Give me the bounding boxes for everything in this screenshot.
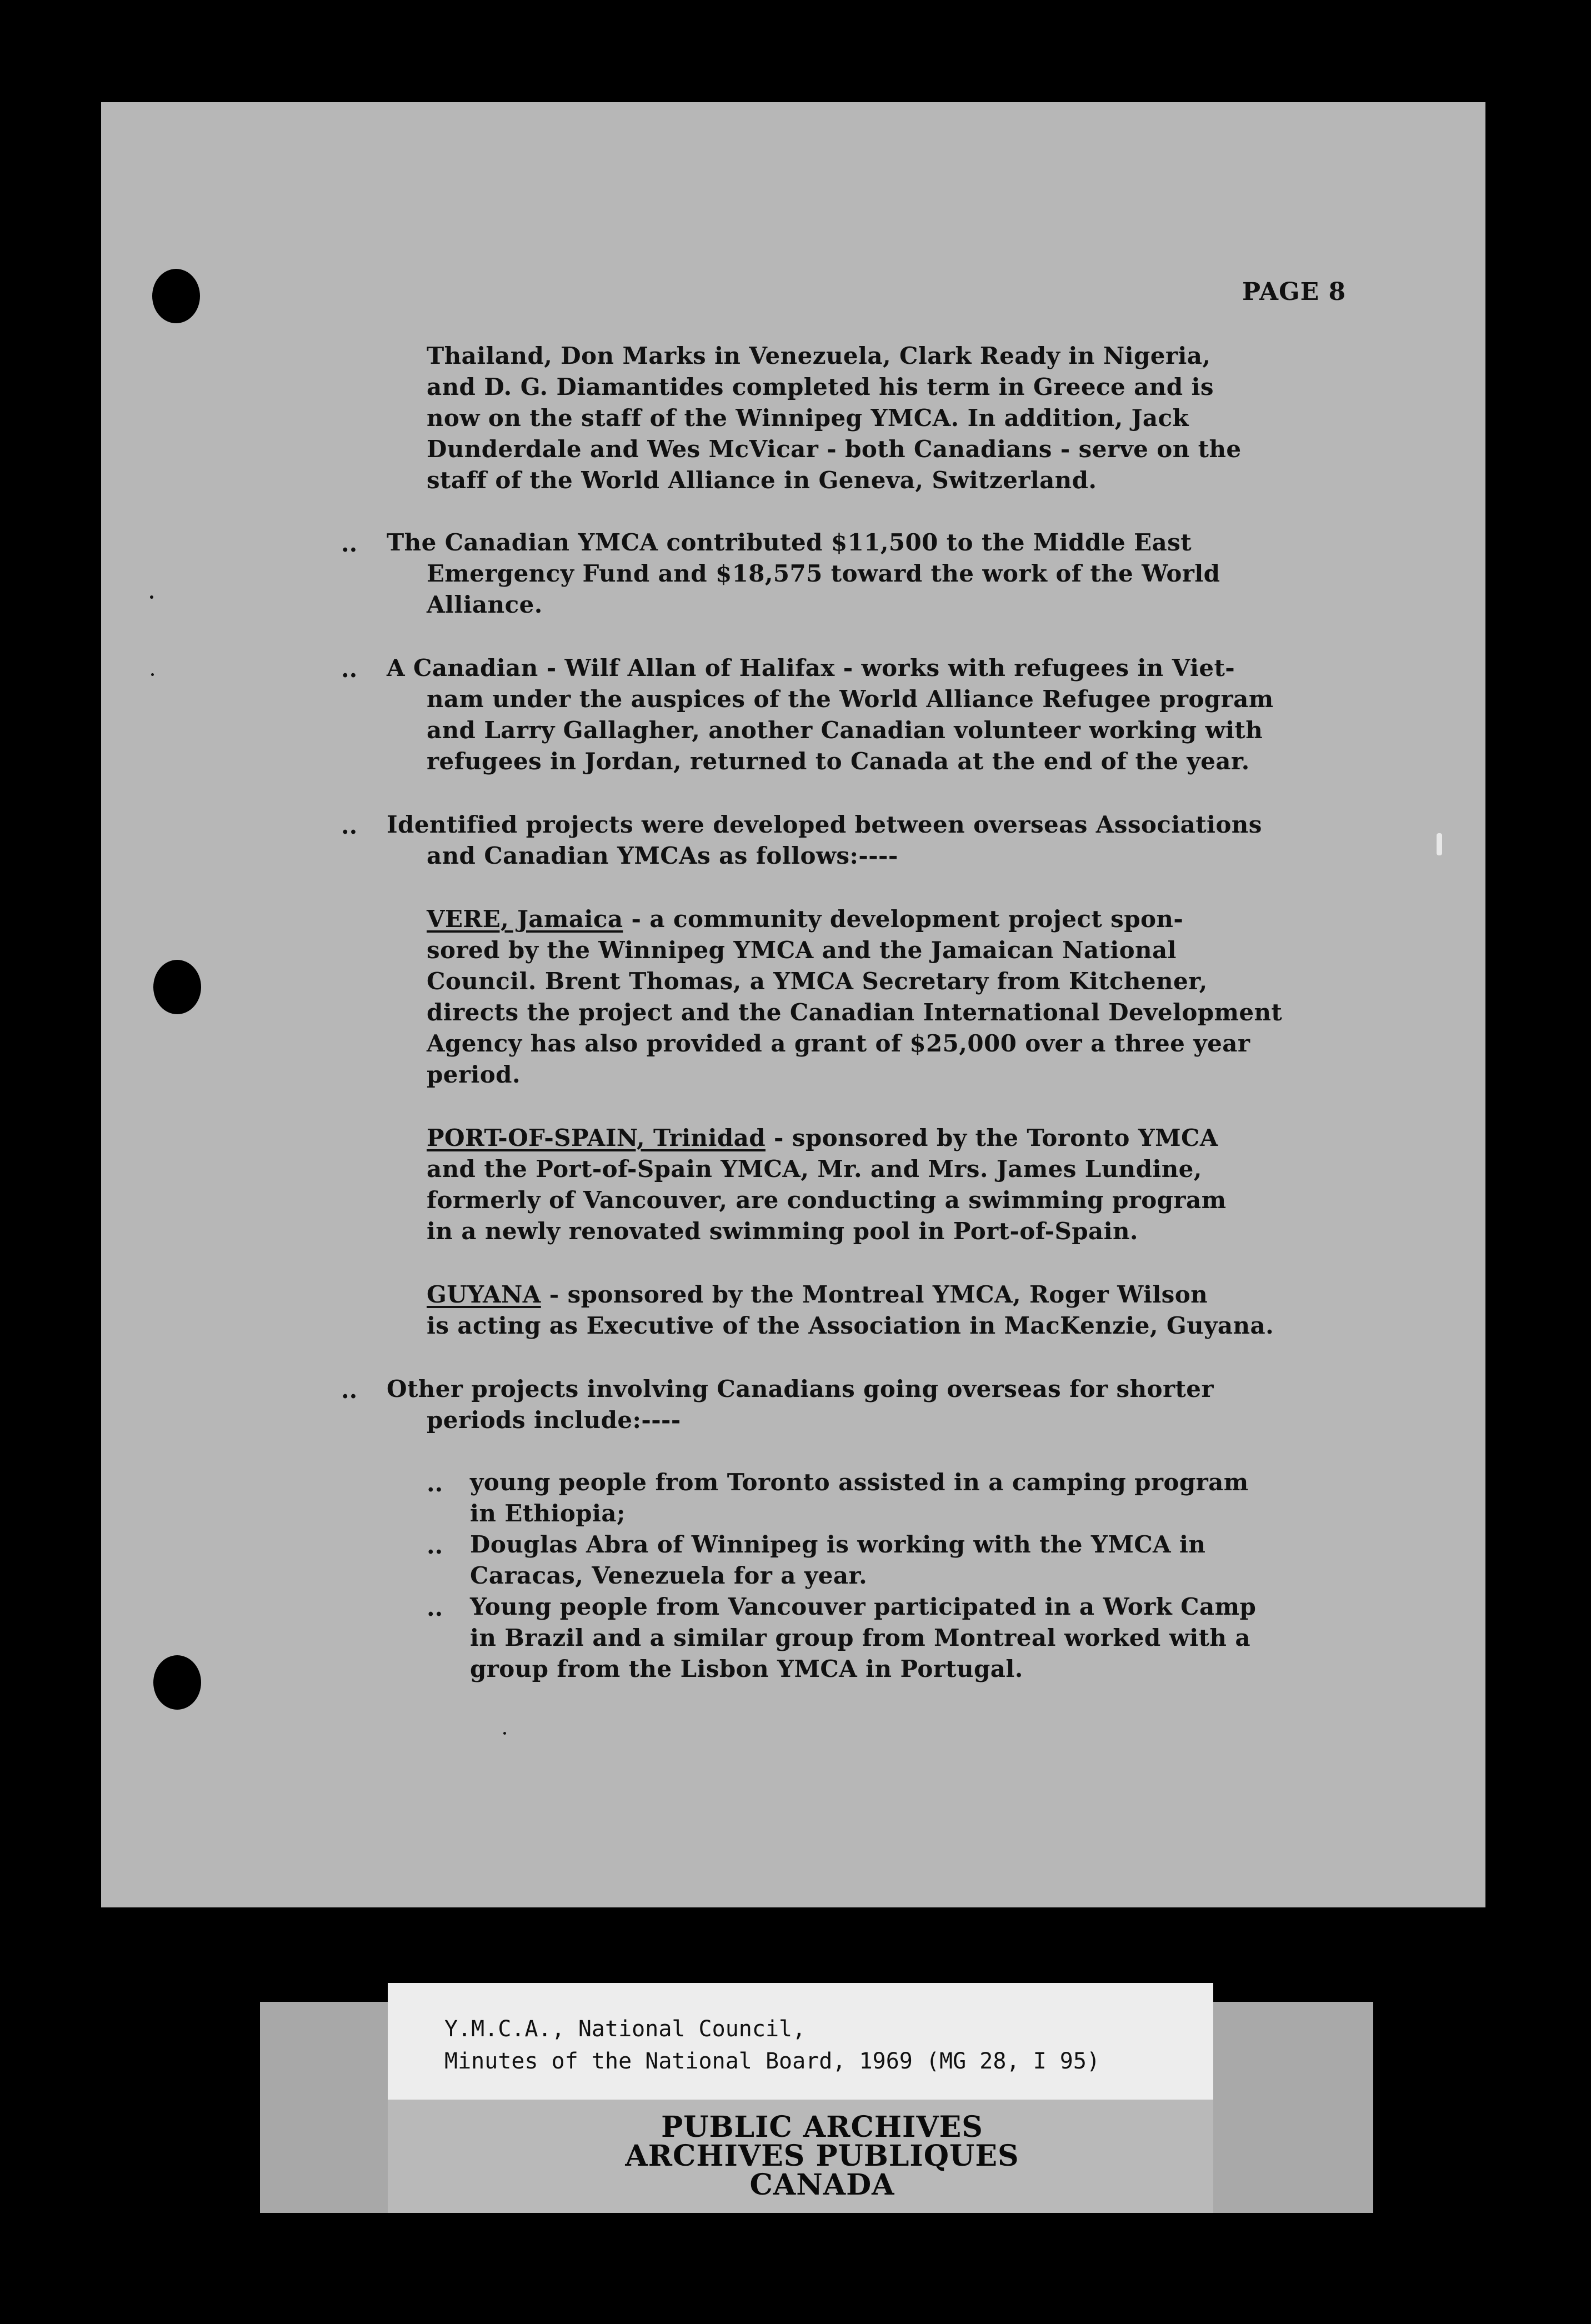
vere-line: directs the project and the Canadian International Development [427, 999, 1283, 1026]
sub-item-line: in Ethiopia; [470, 1500, 626, 1527]
vere-line: Agency has also provided a grant of $25,000 over a three year [427, 1030, 1250, 1057]
port-of-spain-line: and the Port-of-Spain YMCA, Mr. and Mrs. James Lundine, [427, 1155, 1202, 1183]
scan-speck [150, 595, 153, 599]
page-number: PAGE 8 [1242, 278, 1347, 306]
vere-first-line [427, 905, 1183, 933]
sub-item-line: young people from Toronto assisted in a camping program [470, 1469, 1249, 1496]
sub-bullet-marker: .. [427, 1470, 443, 1497]
scan-speck [503, 1732, 506, 1735]
intro-line: Thailand, Don Marks in Venezuela, Clark Ready in Nigeria, [427, 342, 1211, 369]
archives-stamp-line: CANADA [749, 2168, 895, 2202]
punch-hole-top [152, 269, 200, 323]
refugee-line: nam under the auspices of the World Alliance Refugee program [427, 685, 1274, 713]
other-line: Other projects involving Canadians going overseas for shorter [387, 1375, 1214, 1403]
bullet-marker: .. [341, 1376, 358, 1404]
bullet-marker: .. [341, 655, 358, 683]
port-of-spain-line: in a newly renovated swimming pool in Port-of-Spain. [427, 1218, 1138, 1245]
intro-line: Dunderdale and Wes McVicar - both Canadians - serve on the [427, 435, 1242, 463]
refugee-line: and Larry Gallagher, another Canadian volunteer working with [427, 717, 1263, 744]
sub-bullet-marker: .. [427, 1594, 443, 1621]
vere-line: sored by the Winnipeg YMCA and the Jamaican National [427, 936, 1177, 964]
sub-bullet-marker: .. [427, 1532, 443, 1559]
archives-stamp-line: PUBLIC ARCHIVES [661, 2110, 983, 2144]
sub-item-line: Young people from Vancouver participated in a Work Camp [470, 1593, 1257, 1620]
contribution-line: The Canadian YMCA contributed $11,500 to the Middle East [387, 529, 1192, 556]
archive-reference-line: Y.M.C.A., National Council, [444, 2016, 806, 2042]
sub-item-line: in Brazil and a similar group from Montreal worked with a [470, 1624, 1251, 1651]
sub-item-line: Caracas, Venezuela for a year. [470, 1562, 868, 1589]
guyana-line: is acting as Executive of the Association in MacKenzie, Guyana. [427, 1312, 1274, 1339]
guyana-heading: GUYANA [427, 1281, 541, 1308]
scan-mark [1437, 833, 1442, 855]
refugee-line: refugees in Jordan, returned to Canada at the end of the year. [427, 748, 1250, 775]
sub-item-line: group from the Lisbon YMCA in Portugal. [470, 1655, 1023, 1682]
punch-hole-bottom [153, 1655, 201, 1710]
refugee-line: A Canadian - Wilf Allan of Halifax - works with refugees in Viet- [387, 654, 1235, 682]
port-of-spain-first-rest: - sponsored by the Toronto YMCA [765, 1124, 1218, 1151]
port-of-spain-first-line [427, 1124, 1218, 1151]
archive-reference-line: Minutes of the National Board, 1969 (MG 28, I 95) [444, 2048, 1100, 2074]
intro-line: staff of the World Alliance in Geneva, Switzerland. [427, 467, 1097, 494]
punch-hole-middle [153, 960, 201, 1014]
intro-line: now on the staff of the Winnipeg YMCA. In addition, Jack [427, 404, 1189, 432]
guyana-first-line [427, 1281, 1208, 1308]
contribution-line: Emergency Fund and $18,575 toward the work of the World [427, 560, 1220, 587]
archive-strip-shade [260, 2002, 388, 2213]
port-of-spain-heading: PORT-OF-SPAIN, Trinidad [427, 1124, 766, 1151]
scan-speck [151, 673, 154, 676]
other-line: periods include:---- [427, 1406, 681, 1434]
projects-line: Identified projects were developed between overseas Associations [387, 811, 1262, 838]
vere-line: period. [427, 1061, 521, 1088]
sub-item-line: Douglas Abra of Winnipeg is working with the YMCA in [470, 1531, 1206, 1558]
guyana-first-rest: - sponsored by the Montreal YMCA, Roger Wilson [541, 1281, 1208, 1308]
archives-stamp-line: ARCHIVES PUBLIQUES [625, 2139, 1019, 2173]
vere-first-rest: - a community development project spon- [623, 905, 1184, 933]
port-of-spain-line: formerly of Vancouver, are conducting a swimming program [427, 1186, 1227, 1214]
bullet-marker: .. [341, 530, 358, 557]
vere-heading: VERE, Jamaica [427, 905, 623, 933]
projects-line: and Canadian YMCAs as follows:---- [427, 842, 898, 869]
bullet-marker: .. [341, 812, 358, 839]
intro-line: and D. G. Diamantides completed his term in Greece and is [427, 373, 1214, 400]
archive-strip-shade [1213, 2002, 1373, 2213]
vere-line: Council. Brent Thomas, a YMCA Secretary from Kitchener, [427, 968, 1208, 995]
contribution-line: Alliance. [427, 591, 543, 618]
